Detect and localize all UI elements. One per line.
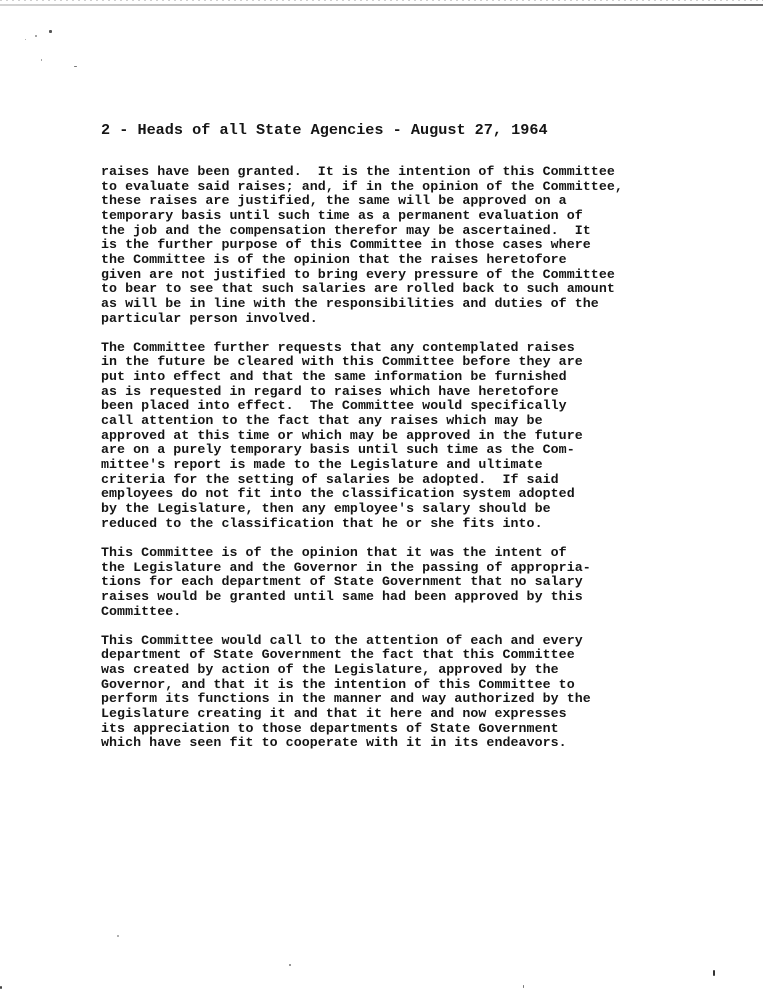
- text-line: which have seen fit to cooperate with it in its endeavors.: [101, 735, 567, 751]
- text-line: as will be in line with the responsibilities and duties of the: [101, 295, 599, 311]
- text-line: in the future be cleared with this Committee before they are: [101, 354, 583, 370]
- paragraph-future-raises: [101, 341, 701, 532]
- text-line: approved at this time or which may be approved in the future: [101, 427, 583, 443]
- text-line: Committee.: [101, 603, 182, 619]
- paragraph-legislative-intent: [101, 546, 701, 619]
- text-line: the Committee is of the opinion that the raises heretofore: [101, 251, 567, 267]
- scan-edge-line: [0, 4, 763, 6]
- text-line: is the further purpose of this Committee in those cases where: [101, 237, 591, 253]
- page-header: 2 - Heads of all State Agencies - August 27, 1964: [101, 121, 548, 139]
- text-line: temporary basis until such time as a permanent evaluation of: [101, 207, 583, 223]
- text-line: The Committee further requests that any contemplated raises: [101, 339, 575, 355]
- scan-speck: [74, 66, 77, 67]
- text-line: Legislature creating it and that it here and now expresses: [101, 706, 567, 722]
- scan-speck: [35, 35, 37, 37]
- text-line: raises have been granted. It is the intention of this Committee: [101, 164, 615, 179]
- text-line: This Committee would call to the attention of each and every: [101, 632, 583, 648]
- paragraph-raises-evaluation: [101, 165, 701, 326]
- text-line: department of State Government the fact that this Committee: [101, 647, 575, 663]
- text-line: raises would be granted until same had been approved by this: [101, 588, 583, 604]
- text-line: tions for each department of State Government that no salary: [101, 574, 583, 590]
- text-line: was created by action of the Legislature, approved by the: [101, 662, 559, 678]
- scan-speck: [523, 985, 524, 988]
- letter-body: [101, 165, 701, 766]
- text-line: criteria for the setting of salaries be adopted. If said: [101, 471, 559, 487]
- text-line: reduced to the classification that he or she fits into.: [101, 515, 543, 531]
- text-line: as is requested in regard to raises which have heretofore: [101, 383, 559, 399]
- text-line: to evaluate said raises; and, if in the opinion of the Committee,: [101, 178, 623, 194]
- text-line: by the Legislature, then any employee's salary should be: [101, 501, 551, 517]
- text-line: to bear to see that such salaries are rolled back to such amount: [101, 281, 615, 297]
- text-line: Governor, and that it is the intention of this Committee to: [101, 676, 575, 692]
- scan-speck: [117, 935, 119, 937]
- text-line: these raises are justified, the same will be approved on a: [101, 193, 567, 209]
- text-line: been placed into effect. The Committee would specifically: [101, 398, 567, 414]
- scan-speck: [41, 59, 42, 61]
- scan-speck: [49, 30, 52, 33]
- text-line: mittee's report is made to the Legislature and ultimate: [101, 457, 543, 473]
- text-line: perform its functions in the manner and way authorized by the: [101, 691, 591, 707]
- scan-speck: [0, 986, 2, 989]
- text-line: employees do not fit into the classification system adopted: [101, 486, 575, 502]
- text-line: put into effect and that the same information be furnished: [101, 369, 567, 385]
- text-line: its appreciation to those departments of State Government: [101, 720, 559, 736]
- scan-speck: [289, 964, 291, 966]
- text-line: particular person involved.: [101, 310, 318, 326]
- text-line: the job and the compensation therefor may be ascertained. It: [101, 222, 591, 238]
- text-line: call attention to the fact that any raises which may be: [101, 413, 543, 429]
- scan-top-border: [0, 0, 763, 1]
- text-line: are on a purely temporary basis until such time as the Com-: [101, 442, 575, 458]
- scan-speck: [25, 39, 26, 40]
- scan-speck: [713, 970, 715, 976]
- text-line: the Legislature and the Governor in the passing of appropria-: [101, 559, 591, 575]
- text-line: given are not justified to bring every pressure of the Committee: [101, 266, 615, 282]
- text-line: This Committee is of the opinion that it was the intent of: [101, 544, 567, 560]
- paragraph-committee-authority: [101, 634, 701, 751]
